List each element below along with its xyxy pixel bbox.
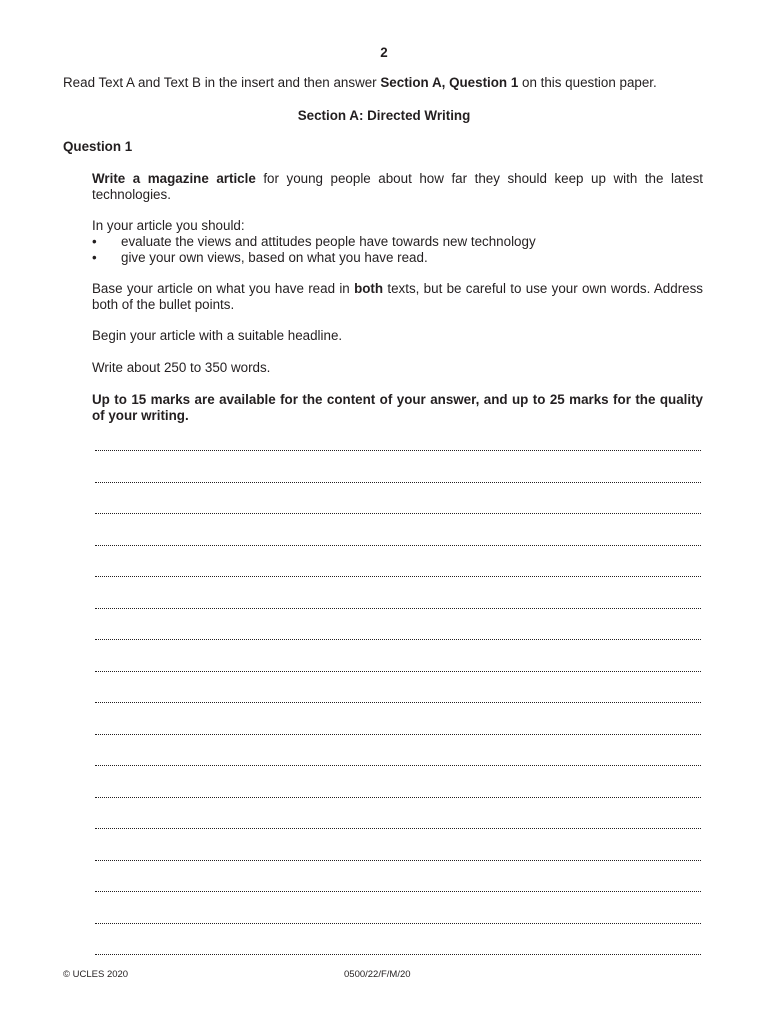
- answer-line[interactable]: [95, 954, 701, 955]
- answer-line[interactable]: [95, 545, 701, 546]
- answer-line[interactable]: [95, 702, 701, 703]
- bullet-item: [92, 234, 703, 250]
- answer-line[interactable]: [95, 608, 701, 609]
- answer-line[interactable]: [95, 765, 701, 766]
- instruction-part2: on this question paper.: [518, 75, 657, 90]
- answer-line[interactable]: [95, 671, 701, 672]
- answer-line[interactable]: [95, 639, 701, 640]
- task-paragraph: [92, 171, 703, 203]
- base-part1: Base your article on what you have read in: [92, 281, 355, 296]
- word-count: Write about 250 to 350 words.: [92, 360, 271, 375]
- should-block: [92, 218, 703, 266]
- base-paragraph: [92, 281, 703, 313]
- answer-line[interactable]: [95, 576, 701, 577]
- bullet-text: give your own views, based on what you have read.: [121, 250, 428, 265]
- answer-line[interactable]: [95, 923, 701, 924]
- answer-line[interactable]: [95, 513, 701, 514]
- answer-line[interactable]: [95, 860, 701, 861]
- instruction-bold: Section A, Question 1: [380, 75, 519, 90]
- bullet-item: [92, 250, 703, 266]
- page-number: 2: [380, 45, 388, 60]
- answer-line[interactable]: [95, 450, 701, 451]
- question-label: Question 1: [63, 139, 133, 154]
- instruction-text: [63, 75, 723, 91]
- bullet-list: [92, 234, 703, 266]
- bullet-symbol: •: [92, 234, 97, 249]
- bullet-symbol: •: [92, 250, 97, 265]
- base-part2: texts, but be careful to use your own words. Address both of the bullet points.: [92, 281, 703, 312]
- answer-line[interactable]: [95, 797, 701, 798]
- task-bold: Write a magazine article: [92, 171, 256, 186]
- base-bold: both: [354, 281, 384, 296]
- section-title: Section A: Directed Writing: [297, 108, 471, 123]
- marks-note: Up to 15 marks are available for the content of your answer, and up to 25 marks for the quality of your writing.: [92, 392, 703, 423]
- footer-code: 0500/22/F/M/20: [344, 969, 411, 980]
- answer-line[interactable]: [95, 891, 701, 892]
- instruction-part1: Read Text A and Text B in the insert and then answer: [63, 75, 381, 90]
- footer-copyright: © UCLES 2020: [63, 969, 129, 980]
- answer-line[interactable]: [95, 828, 701, 829]
- answer-line[interactable]: [95, 734, 701, 735]
- answer-line[interactable]: [95, 482, 701, 483]
- should-intro: In your article you should:: [92, 218, 245, 233]
- bullet-text: evaluate the views and attitudes people have towards new technology: [121, 234, 536, 249]
- task-rest: for young people about how far they should keep up with the latest technologies.: [92, 171, 703, 202]
- headline-instruction: Begin your article with a suitable headline.: [92, 328, 343, 343]
